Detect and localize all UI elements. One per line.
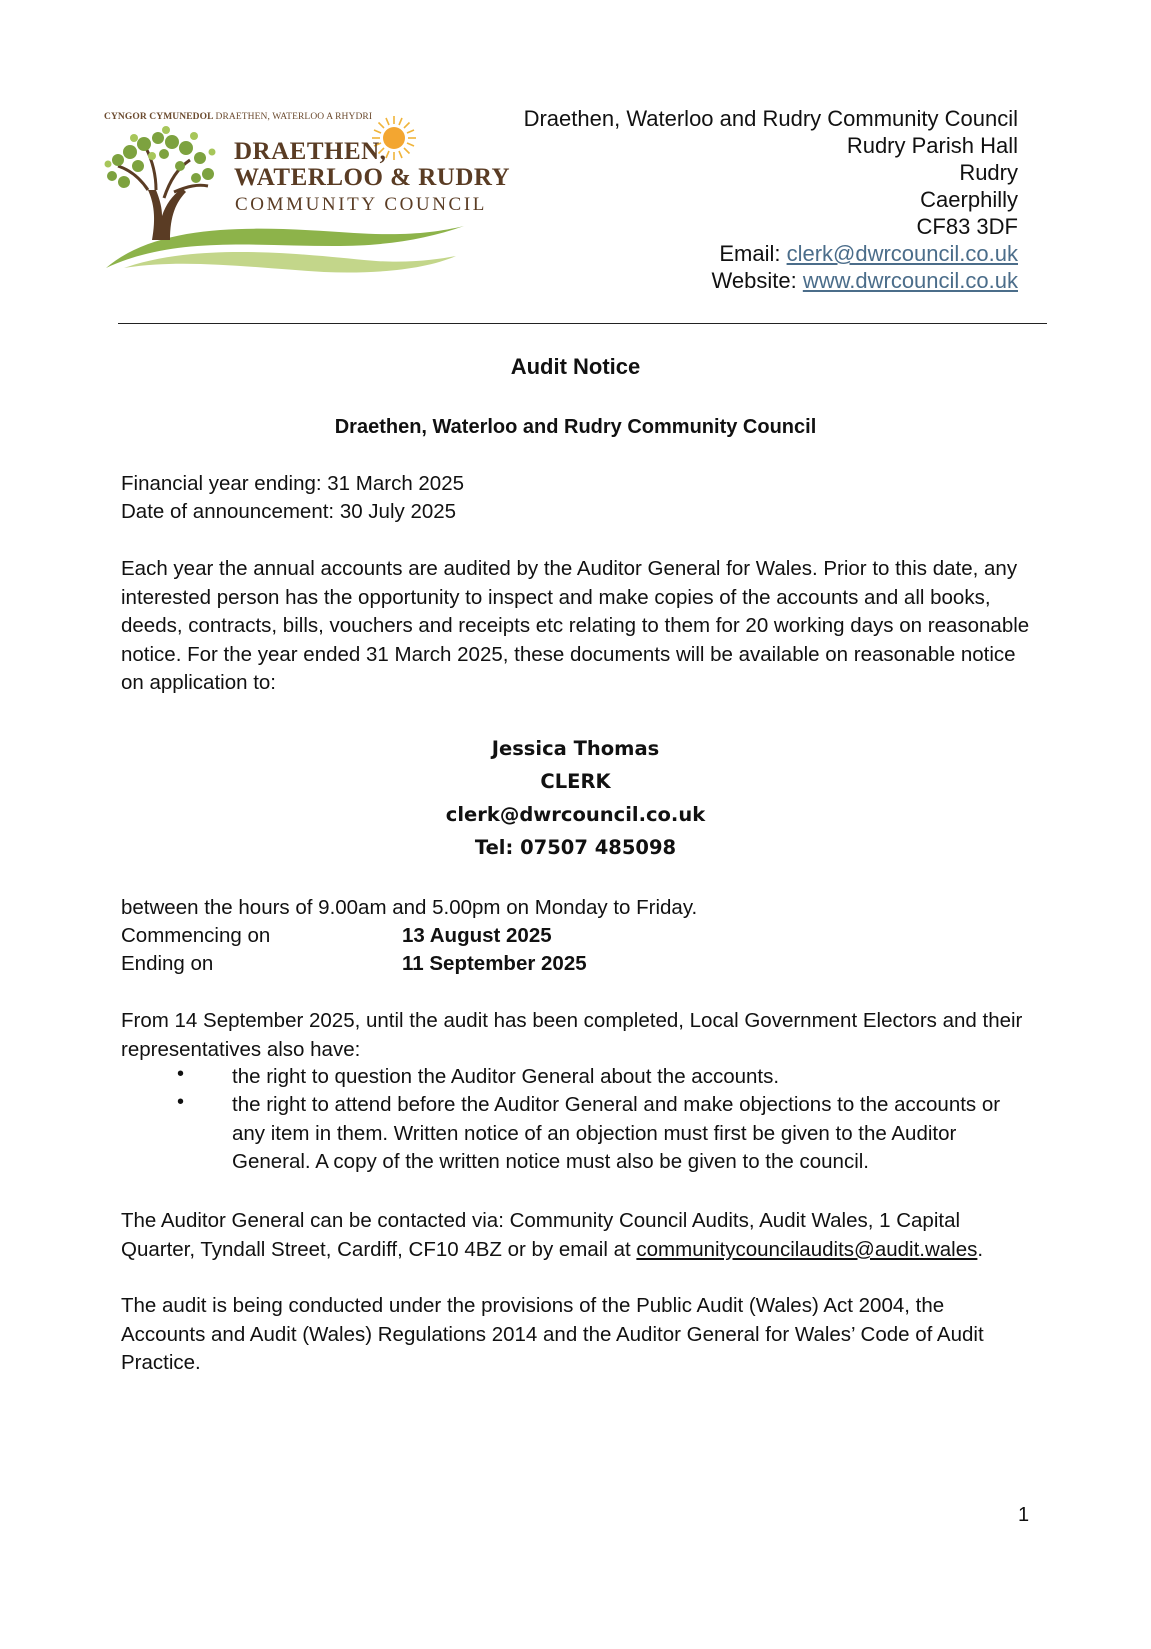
logo-line-1: DRAETHEN, xyxy=(234,138,387,165)
announcement-date: Date of announcement: 30 July 2025 xyxy=(121,500,457,523)
ending-date: 11 September 2025 xyxy=(402,952,587,975)
auditor-email-link[interactable]: communitycouncilaudits@audit.wales xyxy=(636,1237,978,1261)
financial-year: Financial year ending: 31 March 2025 xyxy=(121,472,465,495)
logo-line-2: WATERLOO & RUDRY xyxy=(234,164,511,191)
page-number: 1 xyxy=(1018,1504,1030,1526)
rights-item: the right to question the Auditor General about the accounts. xyxy=(232,1065,780,1088)
email-line xyxy=(719,240,1018,267)
contact-email[interactable]: clerk@dwrcouncil.co.uk xyxy=(445,803,706,826)
website-label: Website: xyxy=(711,268,797,293)
email-label: Email: xyxy=(719,241,781,266)
header-divider xyxy=(118,323,1047,324)
rights-item: the right to attend before the Auditor General and make objections to the accounts or any item in them. Written notice of an objection must first be given to the Auditor General. A copy of the written notice must also be given to the council. xyxy=(232,1093,1001,1173)
ending-label: Ending on xyxy=(121,952,214,975)
contact-role: CLERK xyxy=(540,770,611,793)
bullet-icon: • xyxy=(177,1063,185,1085)
logo-welsh-name: CYNGOR CYMUNEDOL DRAETHEN, WATERLOO A RHYDRI xyxy=(104,112,373,122)
hours-text: between the hours of 9.00am and 5.00pm on Monday to Friday. xyxy=(121,896,698,919)
commencing-label: Commencing on xyxy=(121,924,271,947)
page-title: Audit Notice xyxy=(510,354,641,379)
intro-paragraph: Each year the annual accounts are audited by the Auditor General for Wales. Prior to this date, any interested person has the opportunity to inspect and make copies of the accounts and all books, deeds, contracts, bills, vouchers and receipts etc relating to them for 20 working days on reasonable notice. For the year ended 31 March 2025, these documents will be available on reasonable notice on application to: xyxy=(121,557,1030,694)
council-logo xyxy=(104,108,511,286)
address-line-3: Caerphilly xyxy=(920,187,1018,212)
contact-tel: Tel: 07507 485098 xyxy=(474,836,677,859)
website-link[interactable]: www.dwrcouncil.co.uk xyxy=(802,268,1018,293)
auditor-contact-end: . xyxy=(977,1237,984,1261)
address-line-2: Rudry xyxy=(959,160,1018,185)
commencing-date: 13 August 2025 xyxy=(402,924,552,947)
email-link[interactable]: clerk@dwrcouncil.co.uk xyxy=(786,241,1018,266)
logo-line-3: COMMUNITY COUNCIL xyxy=(235,194,487,215)
council-subtitle: Draethen, Waterloo and Rudry Community Council xyxy=(334,416,817,438)
address-line-1: Rudry Parish Hall xyxy=(846,133,1018,158)
rights-intro: From 14 September 2025, until the audit has been completed, Local Government Electors and their representatives also have: xyxy=(121,1009,1023,1061)
provisions-paragraph: The audit is being conducted under the provisions of the Public Audit (Wales) Act 2004, the Accounts and Audit (Wales) Regulations 2014 and the Auditor General for Wales’ Code of Audit Practice. xyxy=(121,1294,984,1374)
auditor-contact xyxy=(121,1207,1031,1264)
website-line xyxy=(712,267,1019,294)
org-name: Draethen, Waterloo and Rudry Community Council xyxy=(523,106,1018,131)
bullet-icon: • xyxy=(177,1091,185,1113)
auditor-contact-text: The Auditor General can be contacted via: Community Council Audits, Audit Wales, 1 Capital Quarter, Tyndall Street, Cardiff, CF10 4BZ or by email at xyxy=(121,1209,961,1261)
contact-name: Jessica Thomas xyxy=(491,737,660,760)
postcode: CF83 3DF xyxy=(916,214,1018,239)
